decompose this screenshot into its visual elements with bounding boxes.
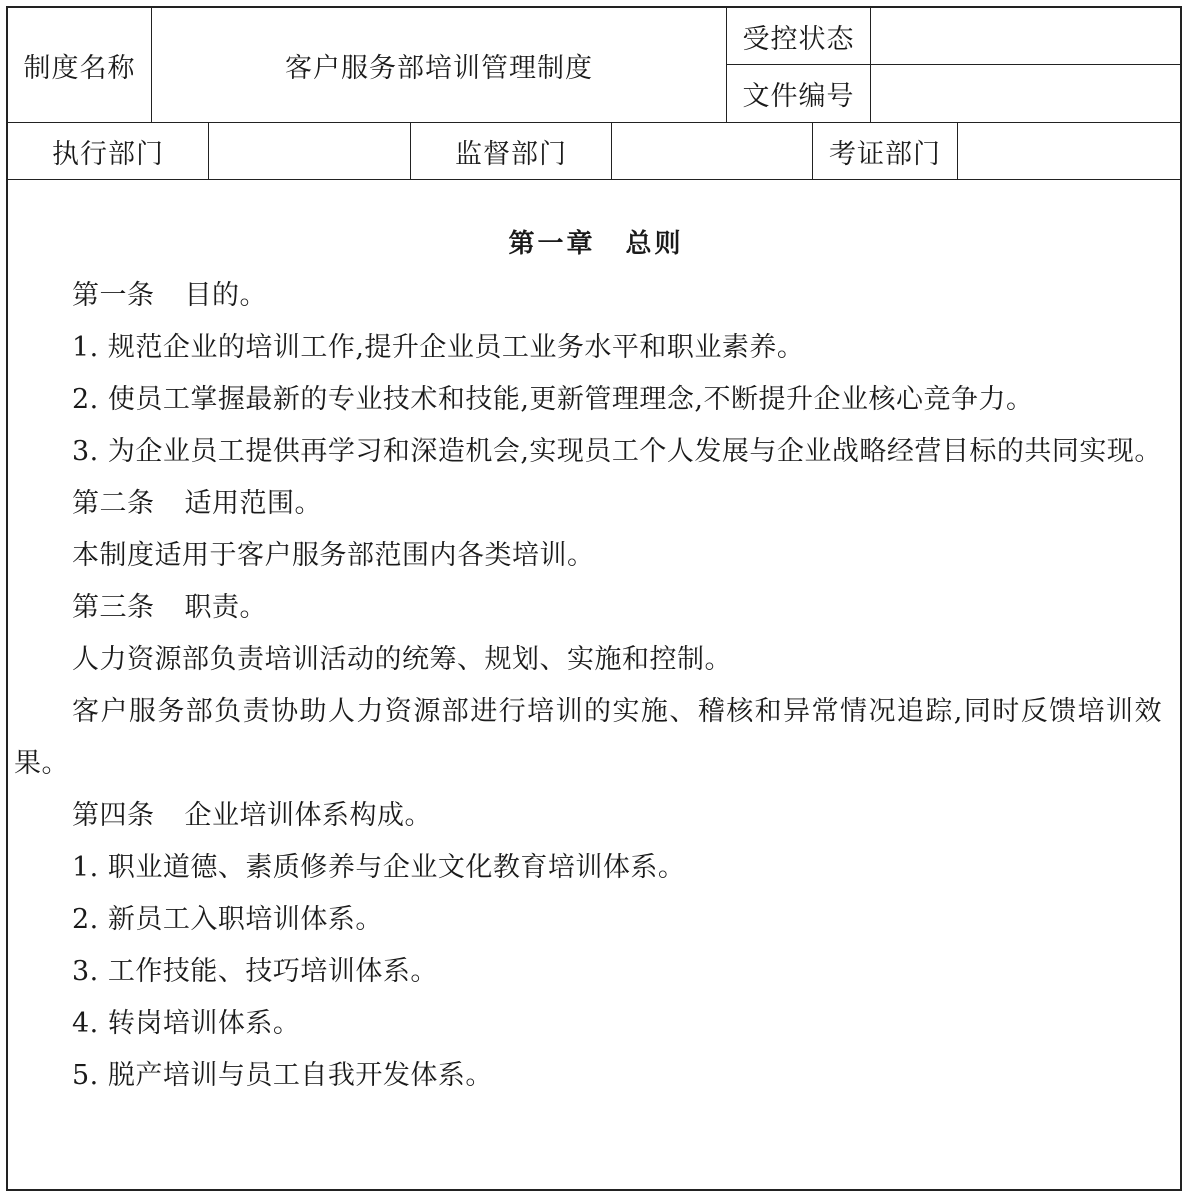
list-item: 5. 脱产培训与员工自我开发体系。 [72, 1060, 493, 1091]
control-status-value [871, 8, 1181, 64]
policy-name-label: 制度名称 [23, 52, 136, 84]
doc-number-value [871, 65, 1181, 122]
exec-dept-label: 执行部门 [52, 138, 164, 170]
verify-dept-label: 考证部门 [829, 138, 941, 170]
chapter-heading [30, 218, 1162, 270]
supervise-dept-label: 监督部门 [455, 138, 567, 170]
article-number: 第三条 [72, 592, 155, 623]
divider [7, 179, 1181, 180]
policy-body [14, 218, 1162, 1102]
list-item: 1. 职业道德、素质修养与企业文化教育培训体系。 [72, 852, 686, 883]
chapter-number: 第一章 [508, 229, 596, 259]
paragraph: 客户服务部负责协助人力资源部进行培训的实施、稽核和异常情况追踪,同时反馈培训效果。 [14, 696, 1162, 779]
exec-dept-value [209, 123, 410, 179]
article-title: 职责。 [184, 592, 267, 623]
paragraph: 本制度适用于客户服务部范围内各类培训。 [72, 540, 595, 571]
list-item: 4. 转岗培训体系。 [72, 1008, 301, 1039]
article-heading [14, 582, 1162, 634]
list-item: 2. 使员工掌握最新的专业技术和技能,更新管理理念,不断提升企业核心竞争力。 [72, 384, 1034, 415]
article-title: 适用范围。 [184, 488, 322, 519]
chapter-title: 总则 [625, 229, 684, 259]
list-item: 3. 为企业员工提供再学习和深造机会,实现员工个人发展与企业战略经营目标的共同实现。 [72, 436, 1162, 467]
paragraph: 人力资源部负责培训活动的统筹、规划、实施和控制。 [72, 644, 732, 675]
list-item: 2. 新员工入职培训体系。 [72, 904, 383, 935]
article-title: 企业培训体系构成。 [184, 800, 432, 831]
article-heading [14, 270, 1162, 322]
article-number: 第二条 [72, 488, 155, 519]
article-number: 第一条 [72, 280, 155, 311]
article-heading [14, 790, 1162, 842]
article-heading [14, 478, 1162, 530]
list-item: 3. 工作技能、技巧培训体系。 [72, 956, 438, 987]
doc-number-label: 文件编号 [742, 81, 855, 112]
article-title: 目的。 [184, 280, 267, 311]
article-number: 第四条 [72, 800, 155, 831]
control-status-label: 受控状态 [742, 23, 855, 55]
policy-name-value: 客户服务部培训管理制度 [285, 52, 593, 84]
list-item: 1. 规范企业的培训工作,提升企业员工业务水平和职业素养。 [72, 332, 805, 363]
verify-dept-value [958, 123, 1181, 179]
supervise-dept-value [612, 123, 812, 179]
